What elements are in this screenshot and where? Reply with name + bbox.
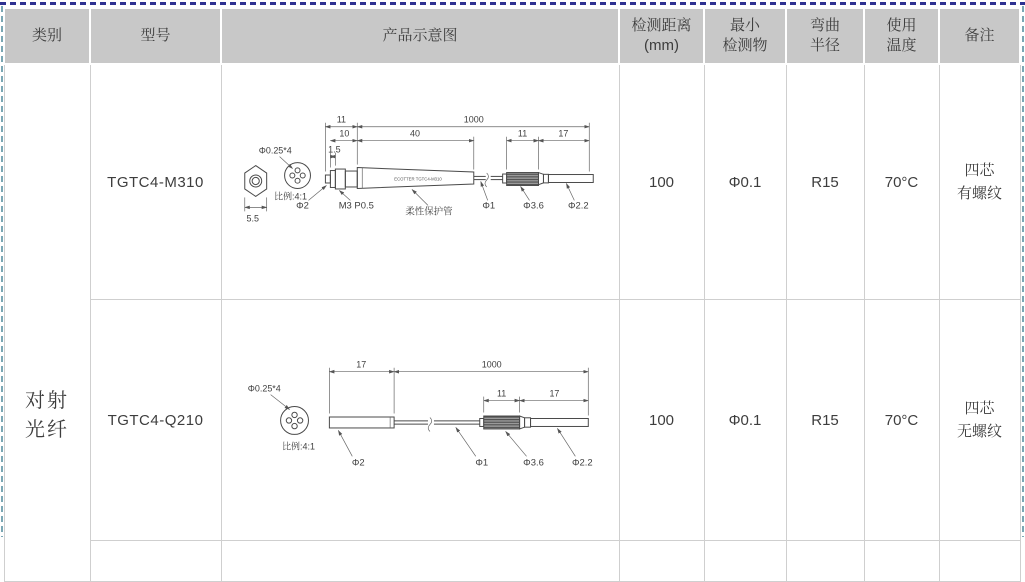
diagram-cell [221,64,619,300]
note-cell [939,64,1020,300]
note-line1: 四芯 [964,399,995,417]
part-label-phi36: Φ3.6 [522,200,544,212]
fiber-end-view [247,384,314,452]
header-category-label: 类别 [31,26,62,44]
min-object-value: Φ0.1 [728,411,762,429]
header-diagram [221,8,619,64]
dim-head: 17 [355,359,366,370]
diagram-cell [221,300,619,541]
category-line1: 对射 [25,390,69,412]
side-view [329,416,588,431]
min-object-cell [704,300,786,541]
header-distance [619,8,704,64]
header-category [4,8,90,64]
table-row-tgtc4-m310 [4,64,1020,300]
distance-cell [619,300,704,541]
distance-value: 100 [648,173,675,191]
header-temp-line2: 温度 [886,37,917,54]
header-min-object-line1: 最小 [729,16,760,34]
distance-cell [619,64,704,300]
core-size-label: Φ0.25*4 [258,145,292,156]
top-dashed-border [0,2,1025,5]
scale-label: 比例:4:1 [281,441,315,452]
note-line1: 四芯 [964,161,995,179]
category-text [5,65,90,445]
header-note-label: 备注 [964,26,995,44]
part-labels [296,181,589,217]
part-label-tube: 柔性保护管 [404,206,453,218]
header-bend-line2: 半径 [809,37,840,54]
dim-tip: 1.5 [327,144,341,155]
header-diagram-label: 产品示意图 [382,26,458,44]
fiber-product-table [3,7,1021,582]
note-line2: 无螺纹 [956,423,1002,440]
part-label-phi36: Φ3.6 [522,457,544,469]
header-model [90,8,221,64]
distance-value: 100 [648,411,675,429]
part-label-phi2: Φ2 [351,457,365,469]
header-note [939,8,1020,64]
table-row-cutoff [4,541,1020,582]
bend-radius-cell [786,64,864,300]
part-labels [338,427,592,468]
body-brand-text: ECOTTER TGTC4-M310 [393,176,442,182]
header-temperature [864,8,939,64]
part-label-phi2: Φ2 [295,200,309,212]
header-distance-line2: (mm) [644,37,679,54]
part-label-thread: M3 P0.5 [338,200,374,212]
header-min-object-line2: 检测物 [722,37,768,54]
bend-radius-value: R15 [811,173,839,191]
temperature-cell-empty [864,541,939,582]
core-size-label: Φ0.25*4 [247,383,281,394]
model-cell-empty [90,541,221,582]
temperature-value: 70°C [884,411,919,429]
model-cell [90,300,221,541]
note-line2: 有螺纹 [956,185,1002,202]
note-cell [939,300,1020,541]
temperature-value: 70°C [884,173,919,191]
dim-total: 1000 [463,114,484,125]
note-text [940,397,1020,444]
part-label-phi22: Φ2.2 [567,200,589,212]
bend-radius-value: R15 [811,411,839,429]
bend-radius-cell-empty [786,541,864,582]
header-bend-radius [786,8,864,64]
dim-knurl: 11 [496,388,506,399]
note-text [940,159,1020,206]
model-label: TGTC4-M310 [107,173,204,191]
dim-total: 1000 [481,359,502,370]
dim-knurl: 11 [517,128,527,139]
header-temp-line1: 使用 [886,16,917,34]
dimension-lines [325,115,589,172]
temperature-cell [864,64,939,300]
model-cell [90,64,221,300]
dim-end: 17 [557,128,568,139]
note-cell-empty [939,541,1020,582]
dim-hex-width: 5.5 [246,213,259,224]
diagram-tgtc4-q210 [222,300,620,536]
min-object-value: Φ0.1 [728,173,762,191]
table-row-tgtc4-q210 [4,300,1020,541]
bend-radius-cell [786,300,864,541]
part-label-phi1: Φ1 [481,200,495,212]
dimension-lines [329,360,588,416]
dim-thread: 10 [338,128,349,139]
header-model-label: 型号 [140,26,171,44]
category-line2: 光纤 [25,419,69,441]
right-dashed-border [1022,6,1024,537]
min-object-cell [704,64,786,300]
side-view [325,168,593,189]
distance-cell-empty [619,541,704,582]
dim-end: 17 [548,388,559,399]
scale-label: 比例:4:1 [273,191,307,202]
diagram-cell-empty [221,541,619,582]
hex-end-view [244,166,266,224]
category-cell [4,64,90,582]
dim-tube: 40 [409,128,420,139]
header-row [4,8,1020,64]
part-label-phi22: Φ2.2 [571,457,593,469]
temperature-cell [864,300,939,541]
part-label-phi1: Φ1 [474,457,488,469]
header-bend-line1: 弯曲 [809,16,840,34]
min-object-cell-empty [704,541,786,582]
model-label: TGTC4-Q210 [107,411,204,429]
dim-head: 11 [336,114,346,125]
header-min-object [704,8,786,64]
header-distance-line1: 检测距离 [631,16,692,34]
diagram-tgtc4-m310 [222,65,620,295]
